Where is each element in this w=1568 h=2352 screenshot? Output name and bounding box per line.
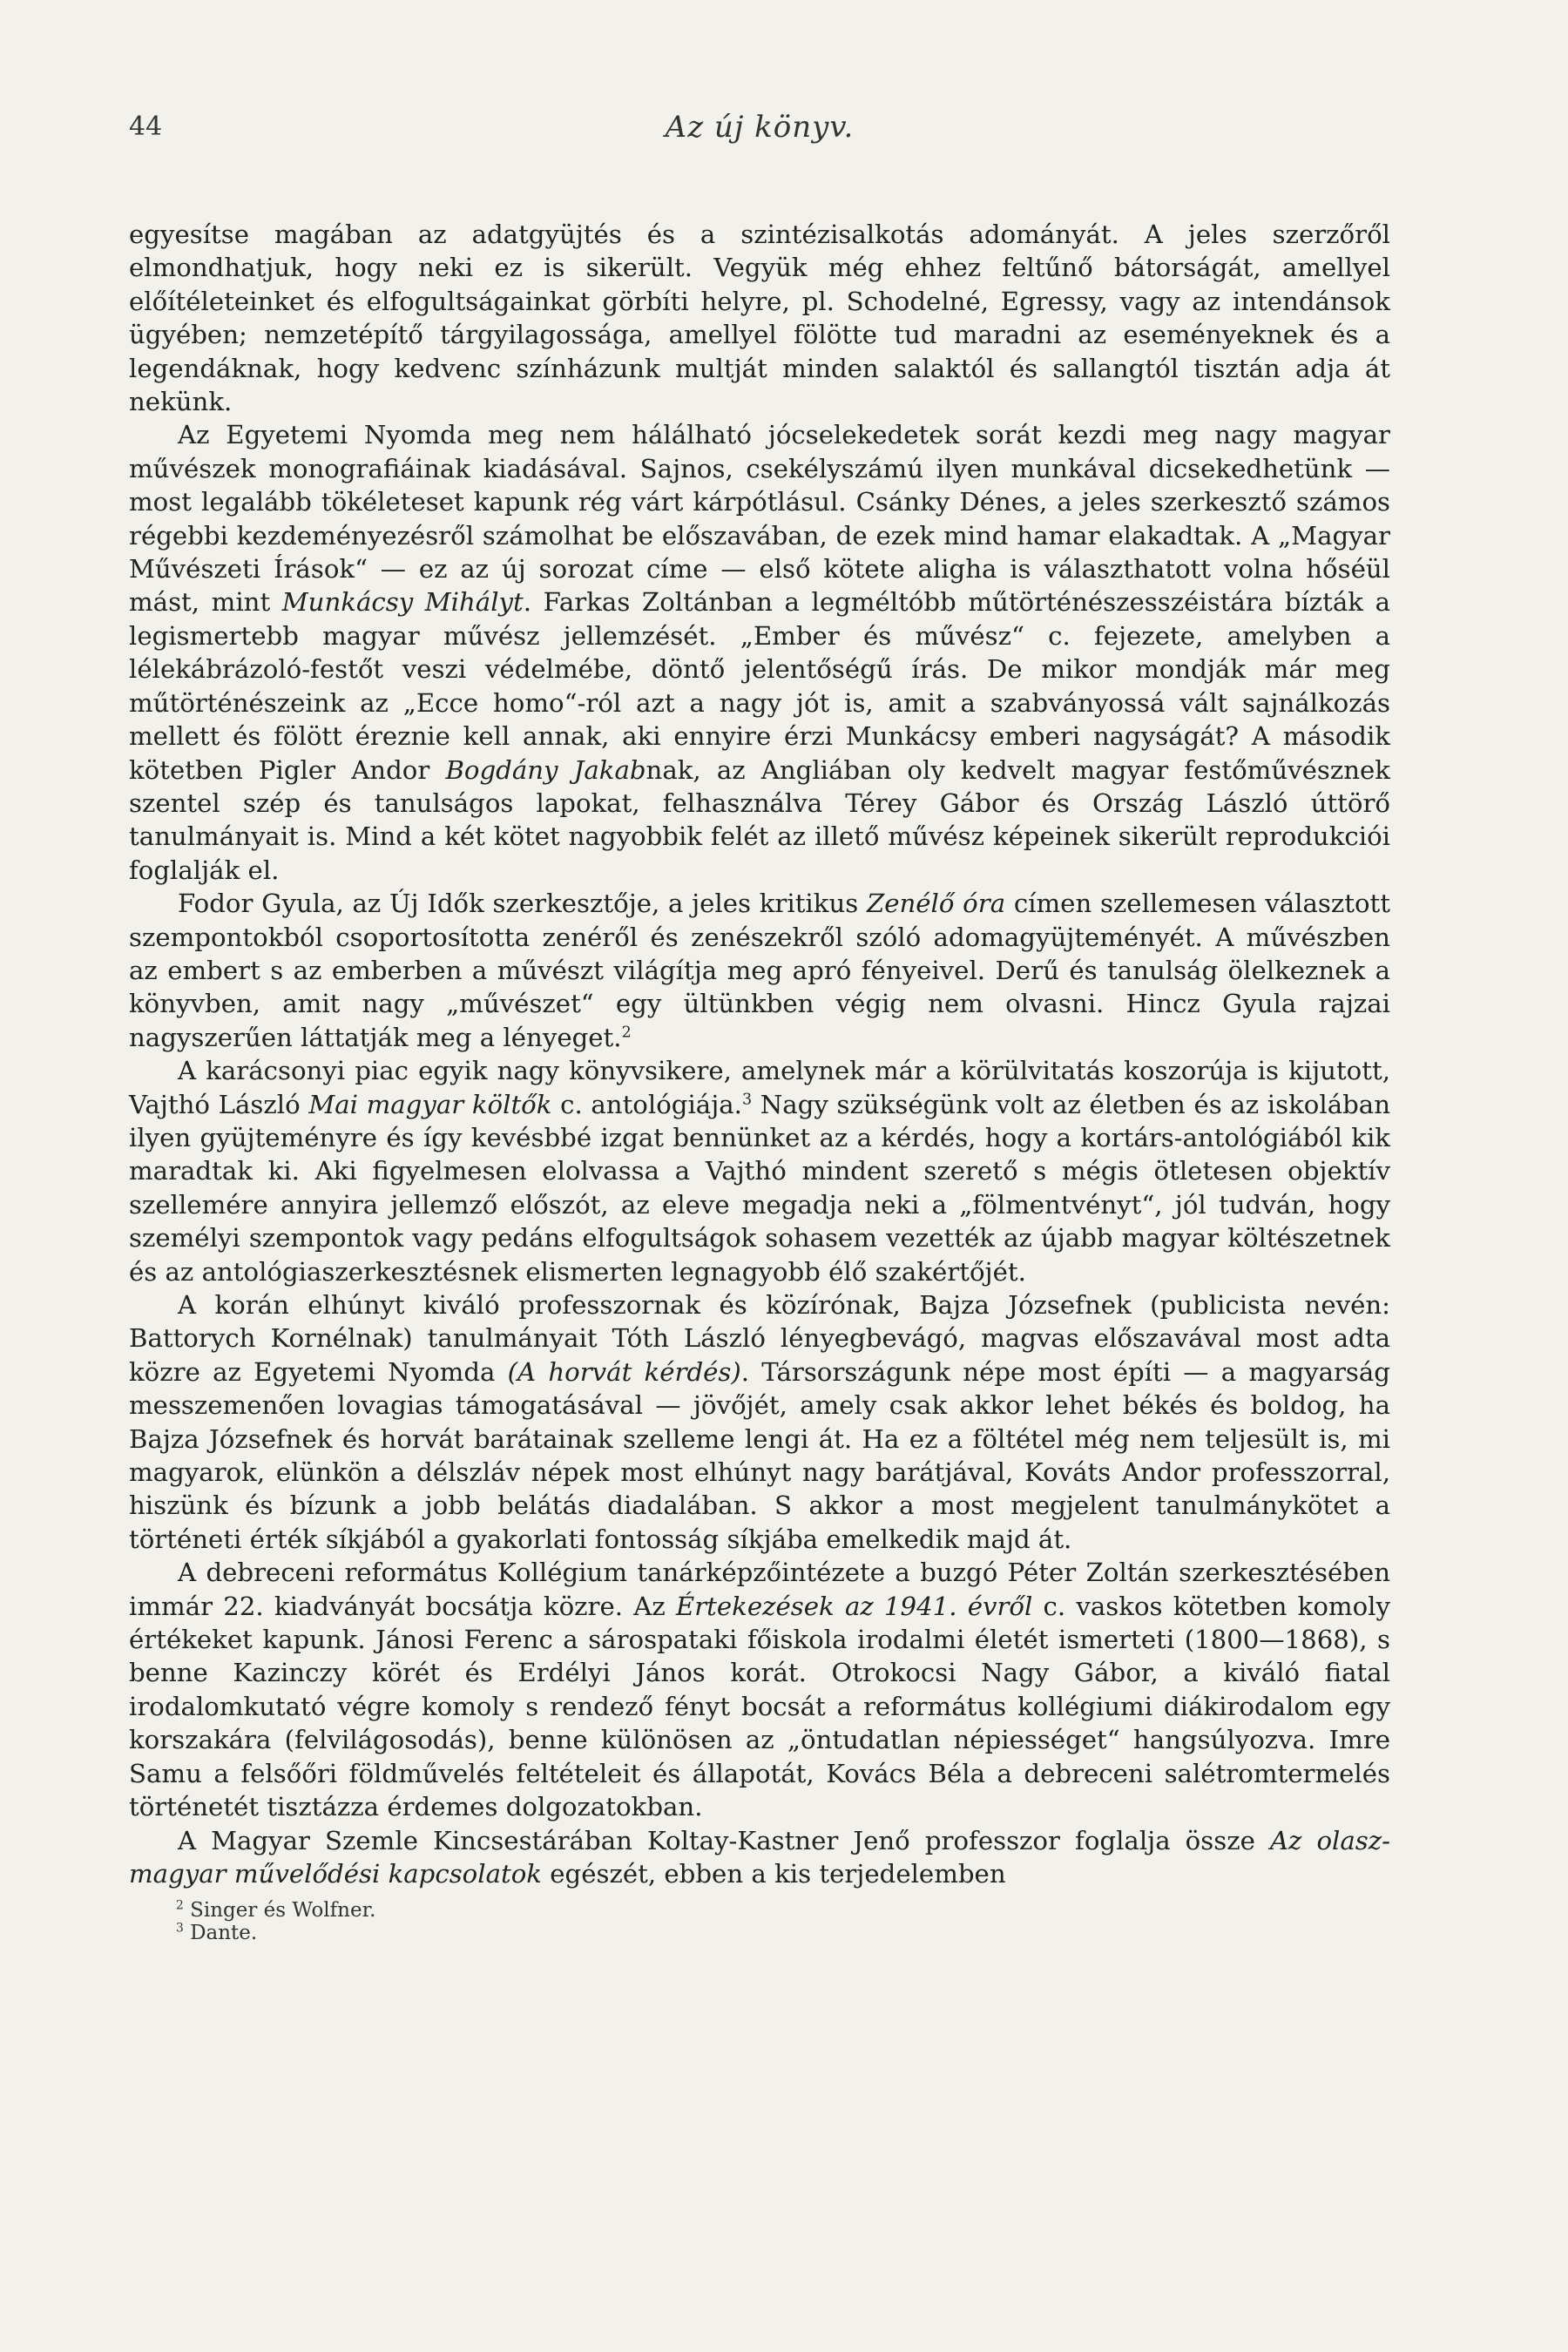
- paragraph: [129, 218, 1390, 418]
- paragraph: [129, 1288, 1390, 1556]
- page-header: [129, 105, 1390, 157]
- paragraph: [129, 887, 1390, 1054]
- footnote-ref: 2: [621, 1024, 632, 1042]
- paragraph: [129, 418, 1390, 887]
- italic-title: Bogdány Jakab: [445, 754, 646, 785]
- italic-title: Az olasz-magyar művelődési kapcsolatok: [129, 1825, 1390, 1889]
- text-run: A korán elhúnyt kiváló professzornak és közírónak, Bajza Józsefnek (publicista nevén: Battorych Kornélnak) tanulmányait Tóth László lényegbevágó, magvas előszavával most adta közre az Egyetemi Nyomda: [129, 1290, 1390, 1387]
- paragraph: [129, 1824, 1390, 1891]
- italic-title: Értekezések az 1941. évről: [675, 1591, 1033, 1621]
- text-run: Fodor Gyula, az Új Idők szerkesztője, a jeles kritikus: [178, 889, 867, 919]
- italic-title: (A horvát kérdés): [507, 1356, 741, 1387]
- paragraph: [129, 1556, 1390, 1823]
- book-page: [129, 105, 1390, 2282]
- text-run: A debreceni református Kollégium tanárképzőintézete a buzgó Péter Zoltán szerkesztésében immár 22. kiadványát bocsátja közre. Az: [129, 1558, 1390, 1621]
- footnote: [176, 1922, 1390, 1944]
- footnote-ref: 3: [741, 1090, 753, 1108]
- text-run: egészét, ebben a kis terjedelemben: [541, 1858, 1006, 1889]
- paragraph: [129, 1054, 1390, 1288]
- text-run: nak, az Angliában oly kedvelt magyar festőművésznek szentel szép és tanulságos lapokat, felhasználva Térey Gábor és Ország László úttörő tanulmányait is. Mind a két kötet nagyobbik felét az illető művész képeinek sikerült reprodukciói foglalják el.: [129, 754, 1390, 885]
- text-run: c. antológiája.: [551, 1089, 742, 1119]
- footnote: [176, 1899, 1390, 1922]
- footnote-mark: 3: [176, 1921, 184, 1936]
- italic-title: Munkácsy Mihályt: [281, 587, 524, 618]
- footnote-mark: 2: [176, 1898, 184, 1913]
- text-run: címen szellemesen választott szempontokból csoportosította zenéről és zenészekről szóló adomagyüjteményét. A művészben az embert s az emberben a művészt világítja meg apró fényeivel. Derű és tanulság ölelkeznek a könyvben, amit nagy „művészet“ egy ültünkben végig nem olvasni. Hincz Gyula rajzai nagyszerűen láttatják meg a lényeget.: [129, 889, 1390, 1052]
- footnote-text: Dante.: [183, 1922, 258, 1945]
- footnote-text: Singer és Wolfner.: [183, 1899, 376, 1923]
- body-text: [129, 218, 1390, 1890]
- footnotes: [129, 1899, 1390, 1944]
- running-title: Az új könyv.: [665, 110, 855, 145]
- text-run: A karácsonyi piac egyik nagy könyvsikere, amelynek már a körülvitatás koszorúja is kijutott, Vajthó László: [129, 1056, 1390, 1119]
- italic-title: Zenélő óra: [866, 889, 1006, 919]
- text-run: A Magyar Szemle Kincsestárában Koltay-Kastner Jenő professzor foglalja össze: [178, 1825, 1270, 1855]
- page-number: 44: [129, 112, 163, 142]
- text-run: c. vaskos kötetben komoly értékeket kapunk. Jánosi Ferenc a sárospataki főiskola irodalmi életét ismerteti (1800—1868), s benne Kazinczy körét és Erdélyi János korát. Otrokocsi Nagy Gábor, a kiváló fiatal irodalomkutató végre komoly s rendező fényt bocsát a református kollégiumi diákirodalom egy korszakára (felvilágosodás), benne különösen az „öntudatlan népiességet“ hangsúlyozva. Imre Samu a felsőőri földművelés feltételeit és állapotát, Kovács Béla a debreceni salétromtermelés történetét tisztázza érdemes dolgozatokban.: [129, 1591, 1391, 1822]
- text-run: Az Egyetemi Nyomda meg nem hálálható jócselekedetek sorát kezdi meg nagy magyar művészek monografiáinak kiadásával. Sajnos, csekélyszámú ilyen munkával dicsekedhetünk — most legalább tökéleteset kapunk rég várt kárpótlásul. Csánky Dénes, a jeles szerkesztő számos régebbi kezdeményezésről számolhat be előszavában, de ezek mind hamar elakadtak. A „Magyar Művészeti Írások“ — ez az új sorozat címe — első kötete aligha is választhatott volna hőséül mást, mint: [129, 420, 1390, 618]
- italic-title: Mai magyar költők: [308, 1089, 552, 1119]
- text-run: . Társországunk népe most építi — a magyarság messzemenően lovagias támogatásával — jövőjét, amely csak akkor lehet békés és boldog, ha Bajza Józsefnek és horvát barátainak szelleme lengi át. Ha ez a föltétel még nem teljesült is, mi magyarok, elünkön a délszláv népek most elhúnyt nagy barátjával, Kováts Andor professzorral, hiszünk és bízunk a jobb belátás diadalában. S akkor a most megjelent tanulmánykötet a történeti érték síkjából a gyakorlati fontosság síkjába emelkedik majd át.: [129, 1356, 1390, 1554]
- text-run: egyesítse magában az adatgyüjtés és a szintézisalkotás adományát. A jeles szerzőről elmondhatjuk, hogy neki ez is sikerült. Vegyük még ehhez feltűnő bátorságát, amellyel előítéleteinket és elfogultságainkat görbíti helyre, pl. Schodelné, Egressy, vagy az intendánsok ügyében; nemzetépítő tárgyilagossága, amellyel fölötte tud maradni az eseményeknek és a legendáknak, hogy kedvenc színházunk multját minden salaktól és sallangtól tisztán adja át nekünk.: [129, 220, 1390, 417]
- text-run: . Farkas Zoltánban a legméltóbb műtörténészesszéistára bízták a legismertebb magyar művész jellemzését. „Ember és művész“ c. fejezete, amelyben a lélekábrázoló-festőt veszi védelmébe, döntő jelentőségű írás. De mikor mondják már meg műtörténészeink az „Ecce homo“-ról azt a nagy jót is, amit a szabványossá vált sajnálkozás mellett és fölött éreznie kell annak, aki ennyire érzi Munkácsy emberi nagyságát? A második kötetben Pigler Andor: [129, 587, 1390, 785]
- text-run: Nagy szükségünk volt az életben és az iskolában ilyen gyüjteményre és így kevésbbé izgat bennünket az a kérdés, hogy a kortárs-antológiából kik maradtak ki. Aki figyelmesen elolvassa a Vajthó mindent szerető s mégis ötletesen objektív szellemére annyira jellemző előszót, az eleve megadja neki a „fölmentvényt“, jól tudván, hogy személyi szempontok vagy pedáns elfogultságok sohasem vezették az újabb magyar költészetnek és az antológiaszerkesztésnek elismerten legnagyobb élő szakértőjét.: [129, 1089, 1390, 1287]
